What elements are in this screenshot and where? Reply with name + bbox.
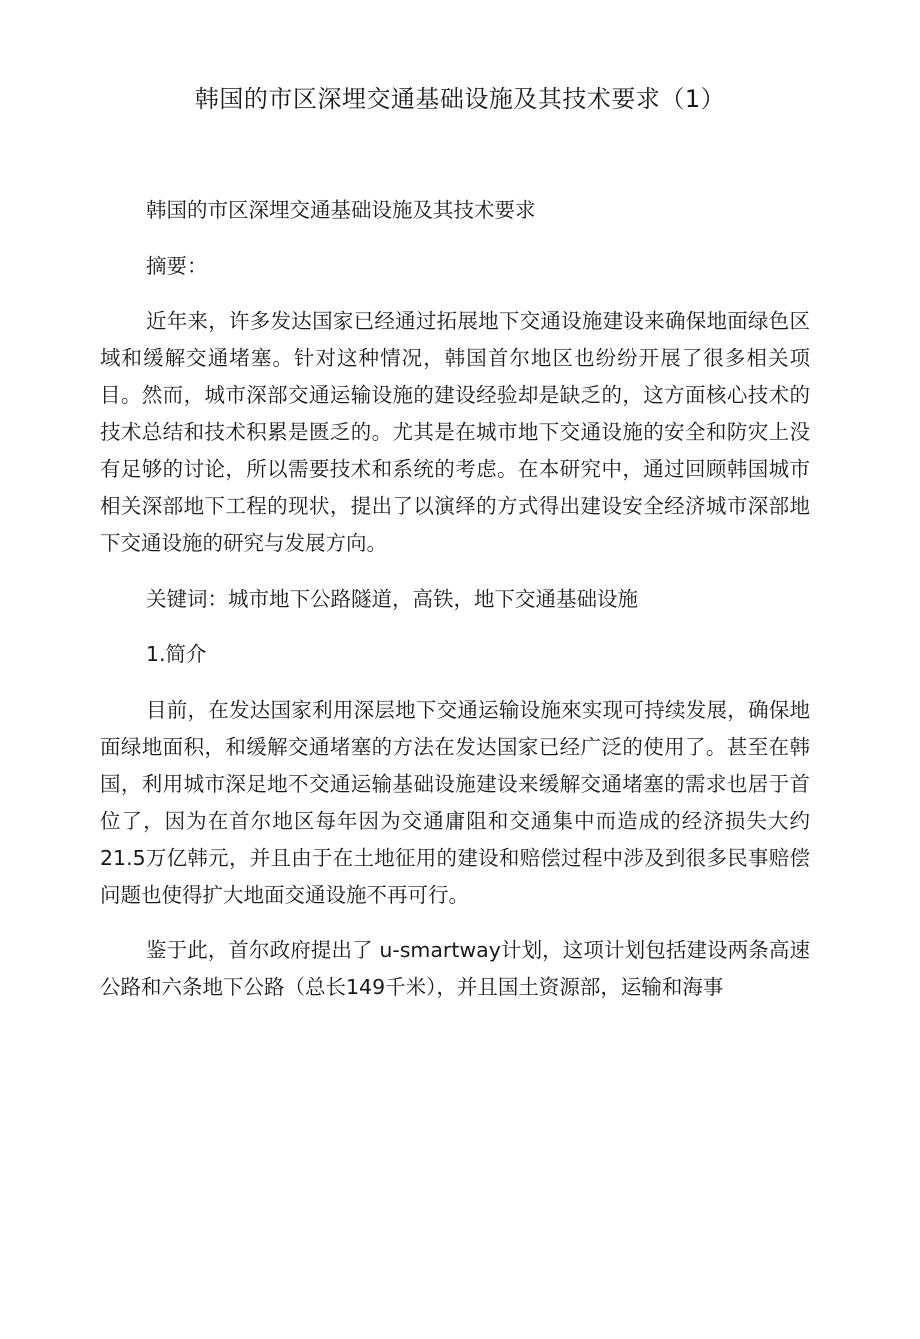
keywords-paragraph: 关键词：城市地下公路隧道，高铁，地下交通基础设施: [146, 586, 638, 611]
document-title: 韩国的市区深埋交通基础设施及其技术要求（1）: [194, 85, 726, 113]
document-body: [100, 192, 810, 1025]
section-heading-intro: 1.简介: [146, 642, 207, 666]
intro-paragraph-2: 鉴于此，首尔政府提出了 u-smartway计划，这项计划包括建设两条高速公路和六条地下公路（总长149千米），并且国土资源部，运输和海事: [100, 938, 810, 999]
subtitle-paragraph: 韩国的市区深埋交通基础设施及其技术要求: [146, 198, 536, 222]
abstract-heading: 摘要：: [146, 253, 208, 278]
intro-paragraph-1: 目前，在发达国家利用深层地下交通运输设施來实现可持续发展，确保地面绿地面积，和缓解交通堵塞的方法在发达国家已经广泛的使用了。甚至在韩国，利用城市深足地不交通运输基础设施建设来缓解交通堵塞的需求也居于首位了，因为在首尔地区每年因为交通庸阻和交通集中而造成的经济损失大约21.5万亿韩元，并且由于在土地征用的建设和赔偿过程中涉及到很多民事赔偿问题也使得扩大地面交通设施不再可行。: [100, 697, 810, 907]
abstract-paragraph: 近年来，许多发达国家已经通过拓展地下交通设施建设来确保地面绿色区域和缓解交通堵塞。针对这种情况，韩国首尔地区也纷纷开展了很多相关项目。然而，城市深部交通运输设施的建设经验却是缺乏的，这方面核心技术的技术总结和技术积累是匮乏的。尤其是在城市地下交通设施的安全和防灾上没有足够的讨论，所以需要技术和系统的考虑。在本研究中，通过回顾韩国城市相关深部地下工程的现状，提出了以演绎的方式得出建设安全经济城市深部地下交通设施的研究与发展方向。: [100, 309, 810, 555]
